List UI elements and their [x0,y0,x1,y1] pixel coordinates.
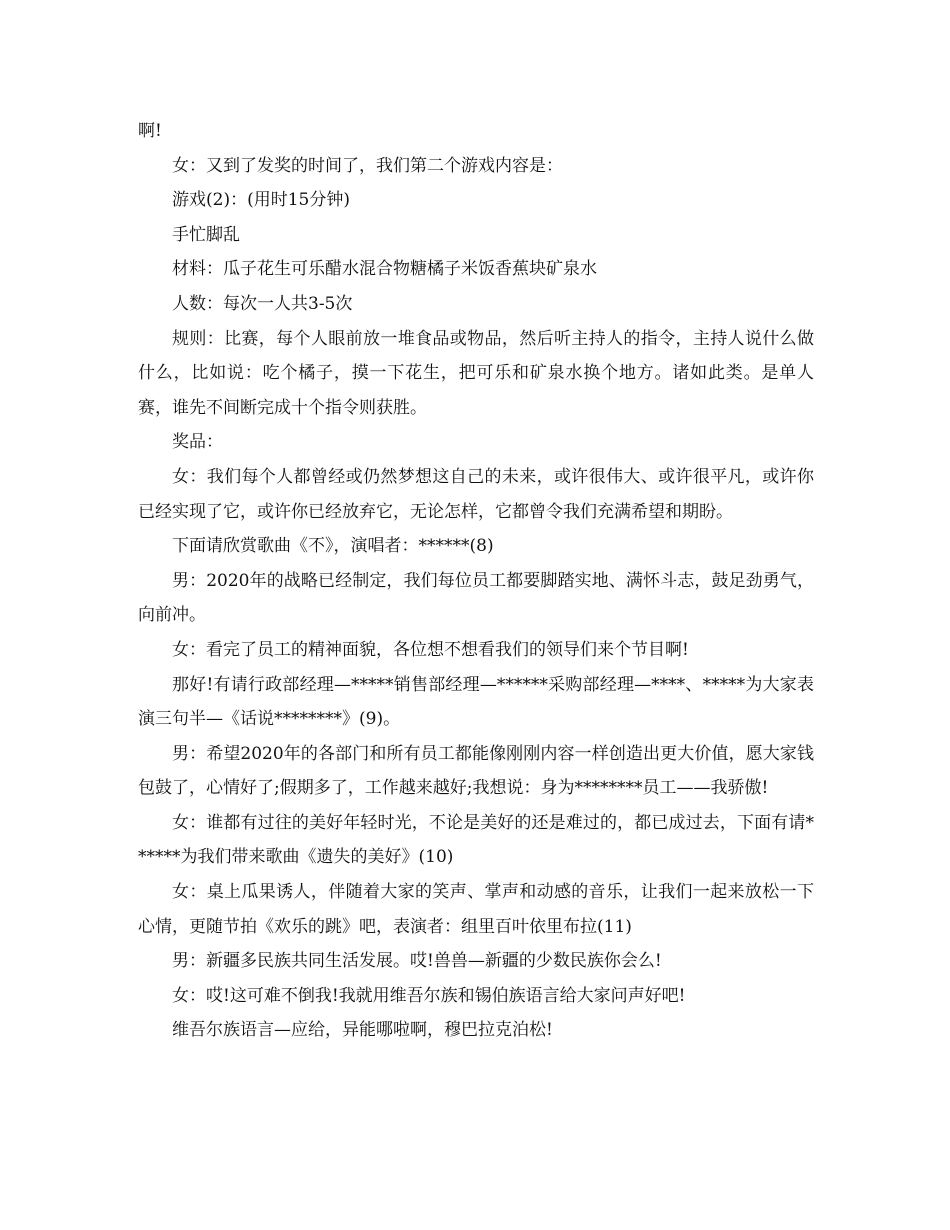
document-body [138,114,814,1048]
paragraph: 人数：每次一人共3-5次 [172,293,353,314]
paragraph: 手忙脚乱 [172,224,240,245]
paragraph: 女：哎!这可难不倒我!我就用维吾尔族和锡伯族语言给大家问声好吧! [172,985,686,1006]
paragraph: 女：桌上瓜果诱人，伴随着大家的笑声、掌声和动感的音乐，让我们一起来放松一下心情，更随节拍《欢乐的跳》吧，表演者：组里百叶依里布拉(11) [138,882,814,937]
paragraph: 材料：瓜子花生可乐醋水混合物糖橘子米饭香蕉块矿泉水 [172,259,597,280]
paragraph: 男：希望2020年的各部门和所有员工都能像刚刚内容一样创造出更大价值，愿大家钱包鼓了，心情好了;假期多了，工作越来越好;我想说：身为********员工——我骄傲! [138,743,814,799]
paragraph: 游戏(2)：(用时15分钟) [172,190,350,211]
paragraph: 维吾尔族语言—应给，异能哪啦啊，穆巴拉克泊松! [172,1020,553,1041]
paragraph: 男：新疆多民族共同生活发展。哎!兽兽—新疆的少数民族你会么! [172,951,662,972]
paragraph: 奖品： [172,432,223,453]
paragraph: 下面请欣赏歌曲《不》，演唱者：******(8) [172,536,494,557]
paragraph: 女：又到了发奖的时间了，我们第二个游戏内容是： [172,155,563,176]
paragraph: 男：2020年的战略已经制定，我们每位员工都要脚踏实地、满怀斗志，鼓足劲勇气，向前冲。 [138,570,814,626]
paragraph: 那好!有请行政部经理—*****销售部经理—******采购部经理—****、*****为大家表演三句半—《话说********》(9)。 [138,674,814,730]
paragraph: 女：谁都有过往的美好年轻时光，不论是美好的还是难过的，都已成过去，下面有请******为我们带来歌曲《遗失的美好》(10) [138,812,814,868]
paragraph: 规则：比赛，每个人眼前放一堆食品或物品，然后听主持人的指令，主持人说什么做什么，比如说：吃个橘子，摸一下花生，把可乐和矿泉水换个地方。诸如此类。是单人赛，谁先不间断完成十个指令则获胜。 [138,328,814,418]
paragraph: 女：我们每个人都曾经或仍然梦想这自己的未来，或许很伟大、或许很平凡，或许你已经实现了它，或许你已经放弃它，无论怎样，它都曾令我们充满希望和期盼。 [138,466,814,522]
paragraph: 女：看完了员工的精神面貌，各位想不想看我们的领导们来个节目啊! [172,639,689,660]
paragraph: 啊! [138,121,162,141]
